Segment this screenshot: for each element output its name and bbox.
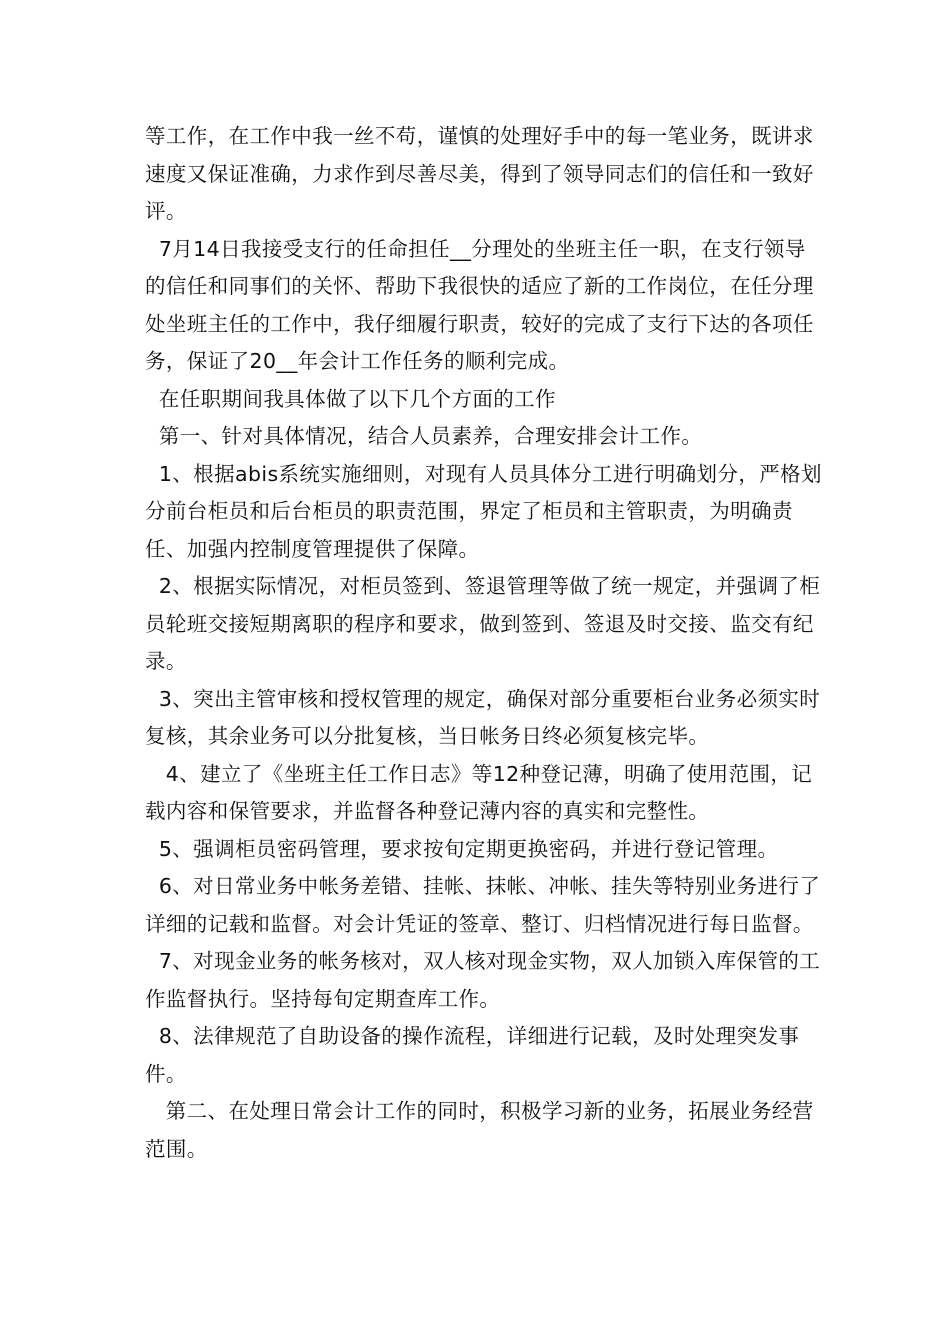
paragraph: 第二、在处理日常会计工作的同时，积极学习新的业务，拓展业务经营范围。 — [145, 1099, 814, 1161]
paragraph: 7、对现金业务的帐务核对，双人核对现金实物，双人加锁入库保管的工作监督执行。坚持每旬定期查库工作。 — [145, 949, 821, 1011]
paragraph: 1、根据abis系统实施细则，对现有人员具体分工进行明确划分，严格划分前台柜员和后台柜员的职责范围，界定了柜员和主管职责，为明确责任、加强内控制度管理提供了保障。 — [145, 461, 822, 561]
document-body — [145, 118, 825, 1168]
paragraph: 3、突出主管审核和授权管理的规定，确保对部分重要柜台业务必须实时复核，其余业务可以分批复核，当日帐务日终必须复核完毕。 — [145, 686, 821, 748]
paragraph: 第一、针对具体情况，结合人员素养，合理安排会计工作。 — [145, 424, 703, 448]
paragraph: 7月14日我接受支行的任命担任__分理处的坐班主任一职，在支行领导的信任和同事们的关怀、帮助下我很快的适应了新的工作岗位，在任分理处坐班主任的工作中，我仔细履行职责，较好的完成了支行下达的各项任务，保证了20__年会计工作任务的顺利完成。 — [145, 236, 814, 373]
paragraph: 4、建立了《坐班主任工作日志》等12种登记薄，明确了使用范围，记载内容和保管要求，并监督各种登记薄内容的真实和完整性。 — [145, 761, 813, 823]
paragraph: 等工作，在工作中我一丝不苟，谨慎的处理好手中的每一笔业务，既讲求速度又保证准确，力求作到尽善尽美，得到了领导同志们的信任和一致好评。 — [145, 124, 814, 223]
paragraph: 2、根据实际情况，对柜员签到、签退管理等做了统一规定，并强调了柜员轮班交接短期离职的程序和要求，做到签到、签退及时交接、监交有纪录。 — [145, 574, 821, 673]
paragraph: 在任职期间我具体做了以下几个方面的工作 — [145, 386, 556, 411]
paragraph: 6、对日常业务中帐务差错、挂帐、抹帐、冲帐、挂失等特别业务进行了详细的记载和监督。对会计凭证的签章、整订、归档情况进行每日监督。 — [145, 874, 821, 936]
paragraph: 8、法律规范了自助设备的操作流程，详细进行记载，及时处理突发事件。 — [145, 1024, 800, 1086]
paragraph: 5、强调柜员密码管理，要求按旬定期更换密码，并进行登记管理。 — [145, 836, 779, 861]
